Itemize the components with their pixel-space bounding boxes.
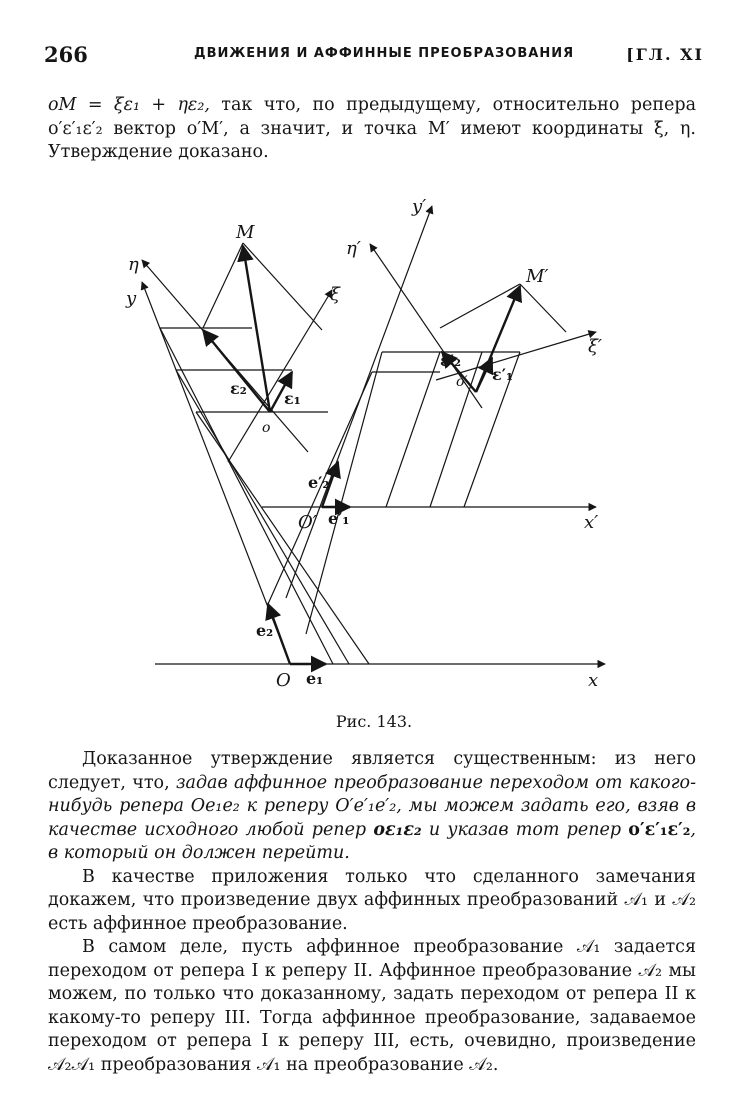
label-e1-prime: e′₁	[328, 509, 350, 528]
label-M: M	[236, 222, 255, 243]
label-x: x	[588, 670, 599, 691]
intro-formula: oM = ξε₁ + ηε₂,	[48, 95, 210, 115]
paragraph-1-italic-2: и указав тот репер	[421, 819, 629, 840]
paragraph-1-bold-2: o′ε′₁ε′₂	[628, 819, 691, 840]
label-e1: e₁	[306, 669, 324, 688]
label-eta-prime: η′	[346, 238, 361, 259]
label-O: O	[276, 670, 291, 691]
running-title: ДВИЖЕНИЯ И АФФИННЫЕ ПРЕОБРАЗОВАНИЯ	[194, 46, 575, 61]
label-o-prime: o′	[456, 374, 468, 390]
intro-line2: вектор o′M′, а значит, и точка M′ имеют координаты ξ, η. Утверждение доказано.	[48, 118, 696, 162]
vector-oM	[243, 246, 270, 412]
page-number: 266	[44, 42, 88, 67]
label-e2-prime: e′₂	[308, 473, 330, 492]
label-eps2-prime: ε′₂	[440, 351, 461, 370]
label-o: o	[262, 420, 271, 436]
label-eta: η	[128, 254, 139, 275]
paragraph-2: В качестве приложения только что сделанного замечания докажем, что произведение двух аффинных преобразований 𝒜₁ и 𝒜₂ есть аффинное преобразование.	[48, 866, 696, 934]
intro-line1: так что, по предыдущему, относительно репера o′ε′₁ε′₂	[48, 95, 697, 139]
body-text	[48, 748, 696, 1077]
paragraph-1-start: Доказанное утверждение является существенным: из него следует, что,	[48, 749, 696, 793]
paragraph-1	[48, 748, 696, 866]
chapter-marker: [ГЛ. XI	[626, 45, 704, 64]
paragraph-1-bold-1: oε₁ε₂	[373, 819, 422, 840]
label-y-prime: y′	[412, 196, 427, 217]
paragraph-1-italic-3: , в который он должен перейти.	[48, 819, 696, 863]
label-xi-prime: ξ′	[588, 336, 603, 357]
paragraph-1-italic-1: задав аффинное преобразование переходом от какого-нибудь репера Oe₁e₂ к реперу O′e′₁e′₂, мы можем задать его, взяв в качестве исходного любой репер	[48, 772, 696, 840]
label-M-prime: M′	[526, 266, 549, 287]
label-eps1: ε₁	[284, 389, 301, 408]
vector-eps2	[203, 330, 270, 412]
paragraph-3: В самом деле, пусть аффинное преобразование 𝒜₁ задается переходом от репера I к реперу II. Аффинное преобразование 𝒜₂ мы можем, по только что доказанному, задать переходом от репера II к какому-то реперу III. Тогда аффинное преобразование, задаваемое переходом от репера I к реперу III, есть, очевидно, произведение 𝒜₂𝒜₁ преобразования 𝒜₁ на преобразование 𝒜₂.	[48, 937, 696, 1075]
label-y: y	[126, 288, 137, 309]
label-eps2: ε₂	[230, 379, 247, 398]
label-x-prime: x′	[584, 512, 599, 533]
xi-axis-line	[228, 290, 332, 462]
label-xi: ξ	[330, 284, 340, 305]
label-eps1-prime: ε′₁	[492, 365, 513, 384]
label-O-prime: O′	[298, 512, 317, 533]
figure-caption: Рис. 143.	[335, 712, 413, 731]
label-e2: e₂	[256, 621, 274, 640]
